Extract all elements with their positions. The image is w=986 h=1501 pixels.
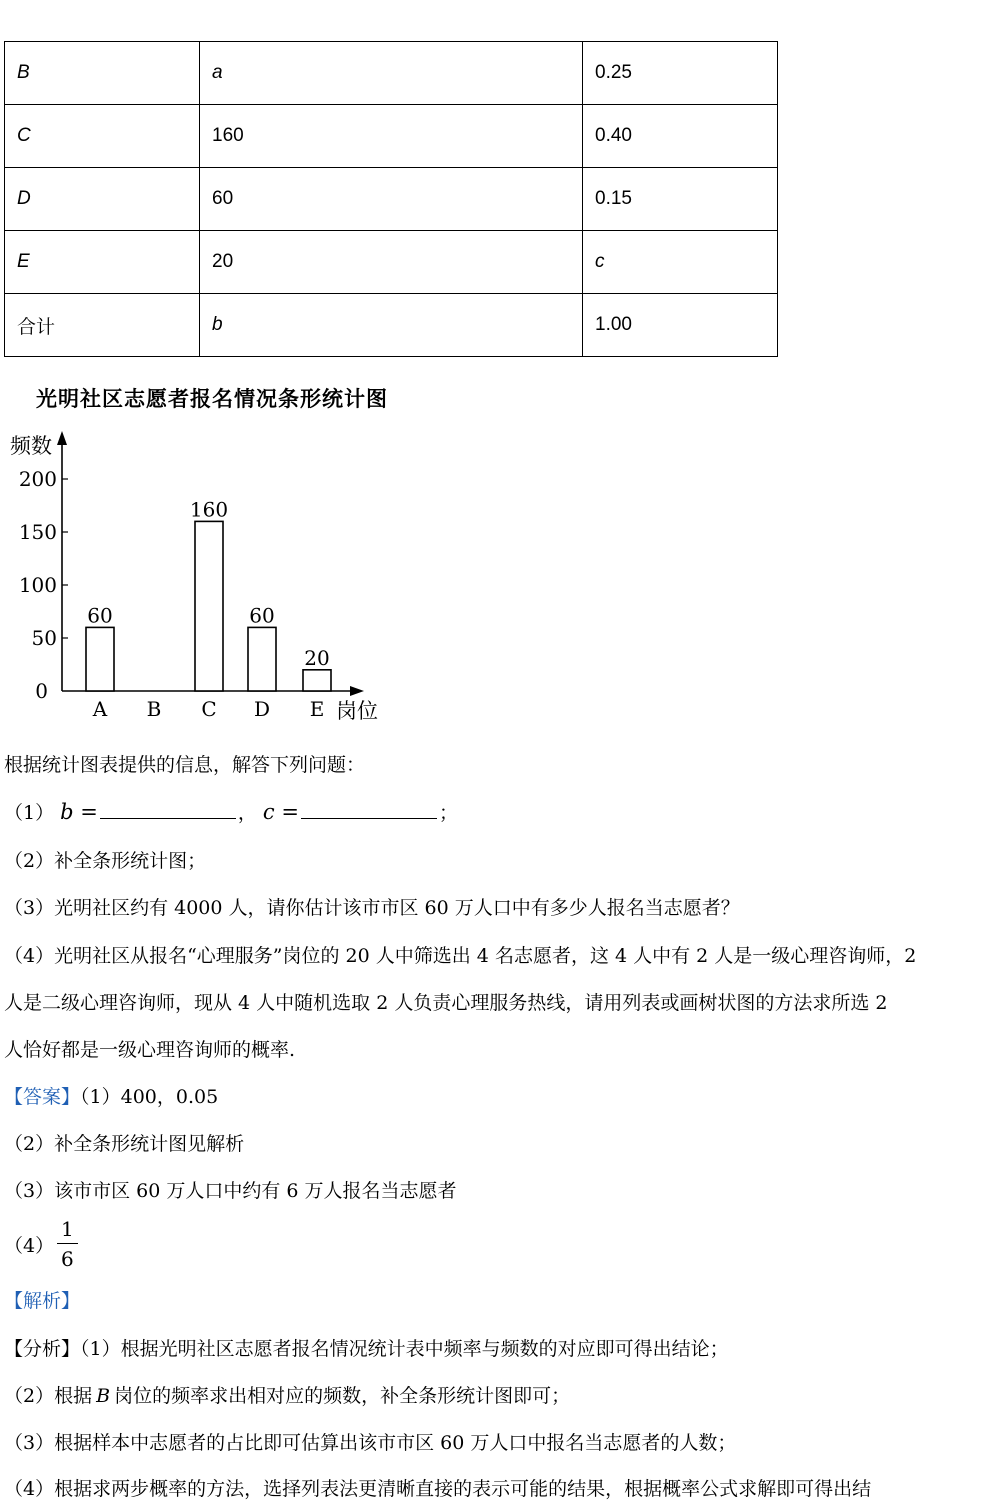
bar bbox=[303, 670, 331, 691]
q1-b-label: b = bbox=[60, 800, 98, 824]
y-tick-label: 150 bbox=[18, 520, 57, 544]
fraction-numerator: 1 bbox=[57, 1215, 78, 1244]
x-axis-label: 岗位 bbox=[336, 699, 378, 723]
question-4-line-3: 人恰好都是一级心理咨询师的概率. bbox=[4, 1039, 296, 1061]
table-cell: 1.00 bbox=[583, 294, 778, 357]
bar-value-label: 60 bbox=[87, 603, 113, 628]
table-cell: E bbox=[5, 231, 200, 294]
analysis-line-3: （3）根据样本中志愿者的占比即可估算出该市市区 60 万人口中报名当志愿者的人数； bbox=[4, 1432, 737, 1454]
analysis-line-1 bbox=[4, 1334, 729, 1361]
table-row bbox=[5, 168, 778, 231]
fraction-denominator: 6 bbox=[61, 1247, 74, 1271]
q1-c-blank bbox=[301, 800, 437, 819]
question-4-line-2: 人是二级心理咨询师，现从 4 人中随机选取 2 人负责心理服务热线，请用列表或画树状图的方法求所选 2 bbox=[4, 992, 888, 1014]
analysis-1: （1）根据光明社区志愿者报名情况统计表中频率与频数的对应即可得出结论； bbox=[80, 1338, 729, 1360]
table-cell: 160 bbox=[200, 105, 583, 168]
bar-value-label: 160 bbox=[189, 497, 229, 522]
answer-line-1 bbox=[4, 1082, 218, 1109]
table-cell: D bbox=[5, 168, 200, 231]
question-1 bbox=[4, 798, 458, 825]
analysis-line-2 bbox=[4, 1381, 570, 1408]
table-row bbox=[5, 294, 778, 357]
x-tick-label: A bbox=[92, 697, 108, 721]
answer-1: （1）400，0.05 bbox=[80, 1086, 219, 1108]
table-row bbox=[5, 231, 778, 294]
question-2: （2）补全条形统计图； bbox=[4, 850, 207, 872]
x-tick-label: C bbox=[201, 697, 217, 721]
table-row bbox=[5, 105, 778, 168]
q1-b-blank bbox=[100, 800, 236, 819]
y-tick-label: 100 bbox=[18, 573, 57, 597]
analysis-2-post: 岗位的频率求出相对应的频数，补全条形统计图即可； bbox=[114, 1385, 571, 1407]
table-cell: C bbox=[5, 105, 200, 168]
table-cell: 0.25 bbox=[583, 42, 778, 105]
x-tick-label: D bbox=[253, 697, 271, 721]
analysis-2-var: B bbox=[96, 1385, 111, 1407]
q1-end: ； bbox=[438, 802, 458, 824]
bar-value-label: 20 bbox=[304, 645, 330, 670]
table-cell: b bbox=[200, 294, 583, 357]
y-axis-arrow bbox=[57, 431, 67, 445]
table-cell: a bbox=[200, 42, 583, 105]
table-cell: 合计 bbox=[5, 294, 200, 357]
q1-prefix: （1） bbox=[4, 802, 55, 824]
x-tick-label: E bbox=[309, 697, 325, 721]
table-cell: c bbox=[583, 231, 778, 294]
answer-tag: 【答案】 bbox=[4, 1086, 81, 1108]
chart-title: 光明社区志愿者报名情况条形统计图 bbox=[36, 387, 388, 411]
bar-chart bbox=[0, 415, 400, 725]
question-3: （3）光明社区约有 4000 人，请你估计该市市区 60 万人口中有多少人报名当志愿者？ bbox=[4, 897, 740, 919]
y-tick-label: 50 bbox=[31, 626, 57, 650]
y-axis-label: 频数 bbox=[10, 434, 52, 458]
analysis-head: 【分析】 bbox=[4, 1338, 81, 1360]
table-cell: 20 bbox=[200, 231, 583, 294]
y-tick-label: 200 bbox=[18, 467, 57, 491]
x-axis-arrow bbox=[350, 686, 364, 696]
q1-c-label: c = bbox=[262, 800, 299, 824]
table-cell: 0.40 bbox=[583, 105, 778, 168]
question-4-line-1: （4）光明社区从报名“心理服务”岗位的 20 人中筛选出 4 名志愿者，这 4 人中有 2 人是一级心理咨询师，2 bbox=[4, 945, 917, 967]
table-cell: 60 bbox=[200, 168, 583, 231]
bar bbox=[195, 521, 223, 691]
analysis-2-pre: （2）根据 bbox=[4, 1385, 93, 1407]
intro-text: 根据统计图表提供的信息，解答下列问题： bbox=[4, 754, 366, 776]
table-cell: B bbox=[5, 42, 200, 105]
answer-4-prefix: （4） bbox=[4, 1235, 55, 1257]
bar-value-label: 60 bbox=[249, 603, 275, 628]
frequency-table bbox=[4, 41, 778, 357]
answer-3: （3）该市市区 60 万人口中约有 6 万人报名当志愿者 bbox=[4, 1180, 457, 1202]
answer-4-fraction bbox=[57, 1215, 78, 1274]
table-cell: 0.15 bbox=[583, 168, 778, 231]
y-tick-label: 0 bbox=[35, 679, 48, 703]
analysis-tag: 【解析】 bbox=[4, 1290, 81, 1312]
bar bbox=[248, 627, 276, 691]
answer-2: （2）补全条形统计图见解析 bbox=[4, 1133, 245, 1155]
bar bbox=[86, 627, 114, 691]
q1-sep: ， bbox=[237, 802, 257, 824]
table-row bbox=[5, 42, 778, 105]
x-tick-label: B bbox=[146, 697, 162, 721]
analysis-line-4: （4）根据求两步概率的方法，选择列表法更清晰直接的表示可能的结果，根据概率公式求解即可得出结 bbox=[4, 1478, 872, 1500]
